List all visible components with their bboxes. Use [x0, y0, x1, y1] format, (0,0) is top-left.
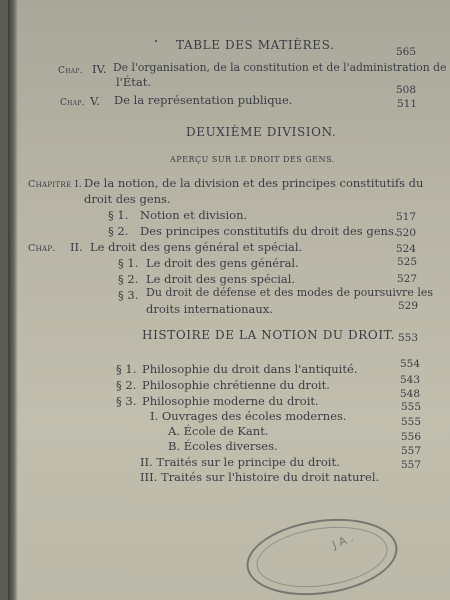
- ink-speck: [155, 40, 157, 42]
- hist-subsec-iii-page: 557: [401, 459, 422, 471]
- chap-iv-page: 508: [396, 84, 417, 96]
- hist-sec1-title: Philosophie du droit dans l'antiquité.: [142, 362, 358, 376]
- ch1-sec2-title: Des principes constitutifs du droit des gens.: [140, 224, 398, 238]
- hist-sec3-title: Philosophie moderne du droit.: [142, 394, 319, 408]
- hist-subsec-i-page: 555: [401, 401, 422, 413]
- histoire-page: 553: [398, 332, 419, 344]
- ch2-sec3-mark: § 3.: [118, 288, 139, 302]
- chap-ii-number: II.: [70, 240, 83, 254]
- hist-subsec-a: A. École de Kant.: [168, 424, 269, 438]
- hist-sec2-mark: § 2.: [116, 378, 137, 392]
- ch2-sec2-mark: § 2.: [118, 272, 139, 286]
- chap-v-label: Chap.: [60, 98, 85, 108]
- chap-ii-title: Le droit des gens général et spécial.: [90, 240, 303, 254]
- chap-iv-title-continued: l'État.: [116, 75, 151, 89]
- ch1-sec1-page: 517: [396, 211, 417, 223]
- hist-sec3-page: 548: [400, 388, 421, 400]
- hist-subsec-ii: II. Traités sur le principe du droit.: [140, 455, 340, 469]
- chap-iv-title: De l'organisation, de la constitution et de l'administration de: [113, 61, 447, 74]
- division-subtitle: APERÇU SUR LE DROIT DES GENS.: [170, 155, 335, 164]
- chapitre-i-label: Chapitre I.: [28, 179, 83, 190]
- page-shadow-edge: [8, 0, 18, 600]
- hist-subsec-a-page: 555: [401, 416, 422, 428]
- hist-sec1-page: 554: [400, 358, 421, 370]
- ch2-sec3-title-continued: droits internationaux.: [146, 302, 273, 316]
- hist-subsec-i: I. Ouvrages des écoles modernes.: [150, 409, 347, 423]
- ch2-sec1-page: 525: [397, 256, 418, 268]
- hist-subsec-b-page: 556: [401, 431, 422, 443]
- library-stamp-text: J A .: [330, 531, 355, 552]
- hist-sec2-page: 543: [400, 374, 421, 386]
- library-stamp-inner-ring: [253, 519, 392, 595]
- ch2-sec1-title: Le droit des gens général.: [146, 256, 299, 270]
- ch1-sec2-mark: § 2.: [108, 224, 129, 238]
- chapitre-i-title-continued: droit des gens.: [84, 192, 171, 206]
- chap-ii-page: 524: [396, 243, 417, 255]
- ch2-sec2-page: 527: [397, 273, 418, 285]
- ch2-sec2-title: Le droit des gens spécial.: [146, 272, 296, 286]
- hist-sec3-mark: § 3.: [116, 394, 137, 408]
- chap-iv-label: Chap.: [58, 66, 83, 76]
- chap-v-page: 511: [397, 98, 418, 110]
- hist-subsec-iii: III. Traités sur l'histoire du droit naturel.: [140, 470, 380, 484]
- ch1-sec2-page: 520: [396, 227, 417, 239]
- chap-v-title: De la représentation publique.: [114, 93, 293, 107]
- running-title: TABLE DES MATIÈRES.: [176, 38, 335, 52]
- hist-sec1-mark: § 1.: [116, 362, 137, 376]
- division-title: DEUXIÈME DIVISION.: [186, 125, 337, 139]
- ch2-sec3-title: Du droit de défense et des modes de poursuivre les: [146, 286, 433, 299]
- ch1-sec1-title: Notion et division.: [140, 208, 248, 222]
- book-page: [8, 0, 450, 600]
- hist-subsec-ii-page: 557: [401, 445, 422, 457]
- ch1-sec1-mark: § 1.: [108, 208, 129, 222]
- library-stamp: [242, 510, 403, 600]
- ch2-sec1-mark: § 1.: [118, 256, 139, 270]
- histoire-title: HISTOIRE DE LA NOTION DU DROIT.: [142, 328, 395, 342]
- hist-subsec-b: B. Écoles diverses.: [168, 439, 278, 453]
- chap-iv-number: IV.: [92, 62, 107, 76]
- ch2-sec3-page: 529: [398, 300, 419, 312]
- chapitre-i-title: De la notion, de la division et des principes constitutifs du: [84, 176, 424, 190]
- chap-v-number: V.: [90, 94, 100, 108]
- hist-sec2-title: Philosophie chrétienne du droit.: [142, 378, 330, 392]
- chap-ii-label: Chap.: [28, 243, 56, 254]
- header-page-number: 565: [396, 46, 417, 58]
